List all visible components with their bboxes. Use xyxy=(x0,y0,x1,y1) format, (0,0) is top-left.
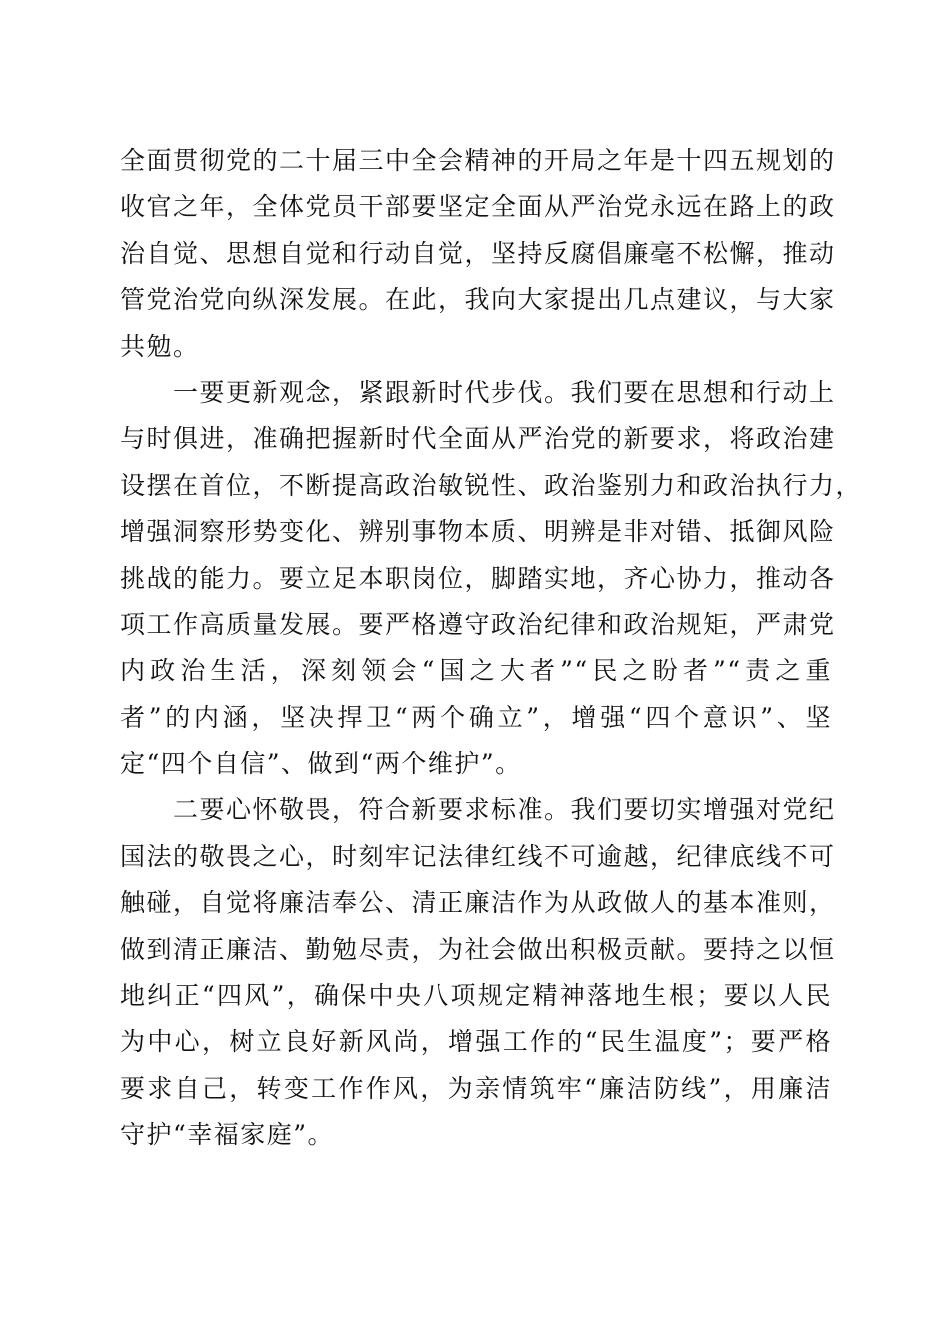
text-line: 者”的内涵，坚决捍卫“两个确立”，增强“四个意识”、坚 xyxy=(120,702,832,732)
text-line: 治自觉、思想自觉和行动自觉，坚持反腐倡廉毫不松懈，推动 xyxy=(120,238,836,268)
text-line: 为中心，树立良好新风尚，增强工作的“民生温度”；要严格 xyxy=(120,1027,832,1057)
document-body xyxy=(120,138,863,1159)
text-line: 守护“幸福家庭”。 xyxy=(120,1120,335,1150)
text-line: 管党治党向纵深发展。在此，我向大家提出几点建议，与大家 xyxy=(120,285,836,315)
text-line: 触碰，自觉将廉洁奉公、清正廉洁作为从政做人的基本准则， xyxy=(120,888,836,918)
text-line: 一要更新观念，紧跟新时代步伐。我们要在思想和行动上 xyxy=(120,377,836,407)
text-line: 地纠正“四风”，确保中央八项规定精神落地生根；要以人民 xyxy=(120,981,832,1011)
text-line: 全面贯彻党的二十届三中全会精神的开局之年是十四五规划的 xyxy=(120,146,836,175)
text-line: 设摆在首位，不断提高政治敏锐性、政治鉴别力和政治执行力， xyxy=(120,470,863,500)
text-line: 国法的敬畏之心，时刻牢记法律红线不可逾越，纪律底线不可 xyxy=(120,841,836,871)
text-line: 与时俱进，准确把握新时代全面从严治党的新要求，将政治建 xyxy=(120,424,836,454)
text-line: 要求自己，转变工作作风，为亲情筑牢“廉洁防线”，用廉洁 xyxy=(120,1073,832,1103)
text-line: 定“四个自信”、做到“两个维护”。 xyxy=(120,749,522,779)
paragraph-opening xyxy=(120,138,836,370)
text-line: 共勉。 xyxy=(120,331,200,361)
text-line: 增强洞察形势变化、辨别事物本质、明辨是非对错、抵御风险 xyxy=(120,517,836,547)
text-line: 二要心怀敬畏，符合新要求标准。我们要切实增强对党纪 xyxy=(120,795,836,825)
text-line: 项工作高质量发展。要严格遵守政治纪律和政治规矩，严肃党 xyxy=(120,609,836,639)
text-line: 收官之年，全体党员干部要坚定全面从严治党永远在路上的政 xyxy=(120,192,836,222)
paragraph-point-two xyxy=(120,787,836,1158)
paragraph-point-one xyxy=(120,370,863,788)
text-line: 做到清正廉洁、勤勉尽责，为社会做出积极贡献。要持之以恒 xyxy=(120,934,836,964)
text-line: 内政治生活，深刻领会“国之大者”“民之盼者”“责之重 xyxy=(120,656,832,686)
text-line: 挑战的能力。要立足本职岗位，脚踏实地，齐心协力，推动各 xyxy=(120,563,836,593)
